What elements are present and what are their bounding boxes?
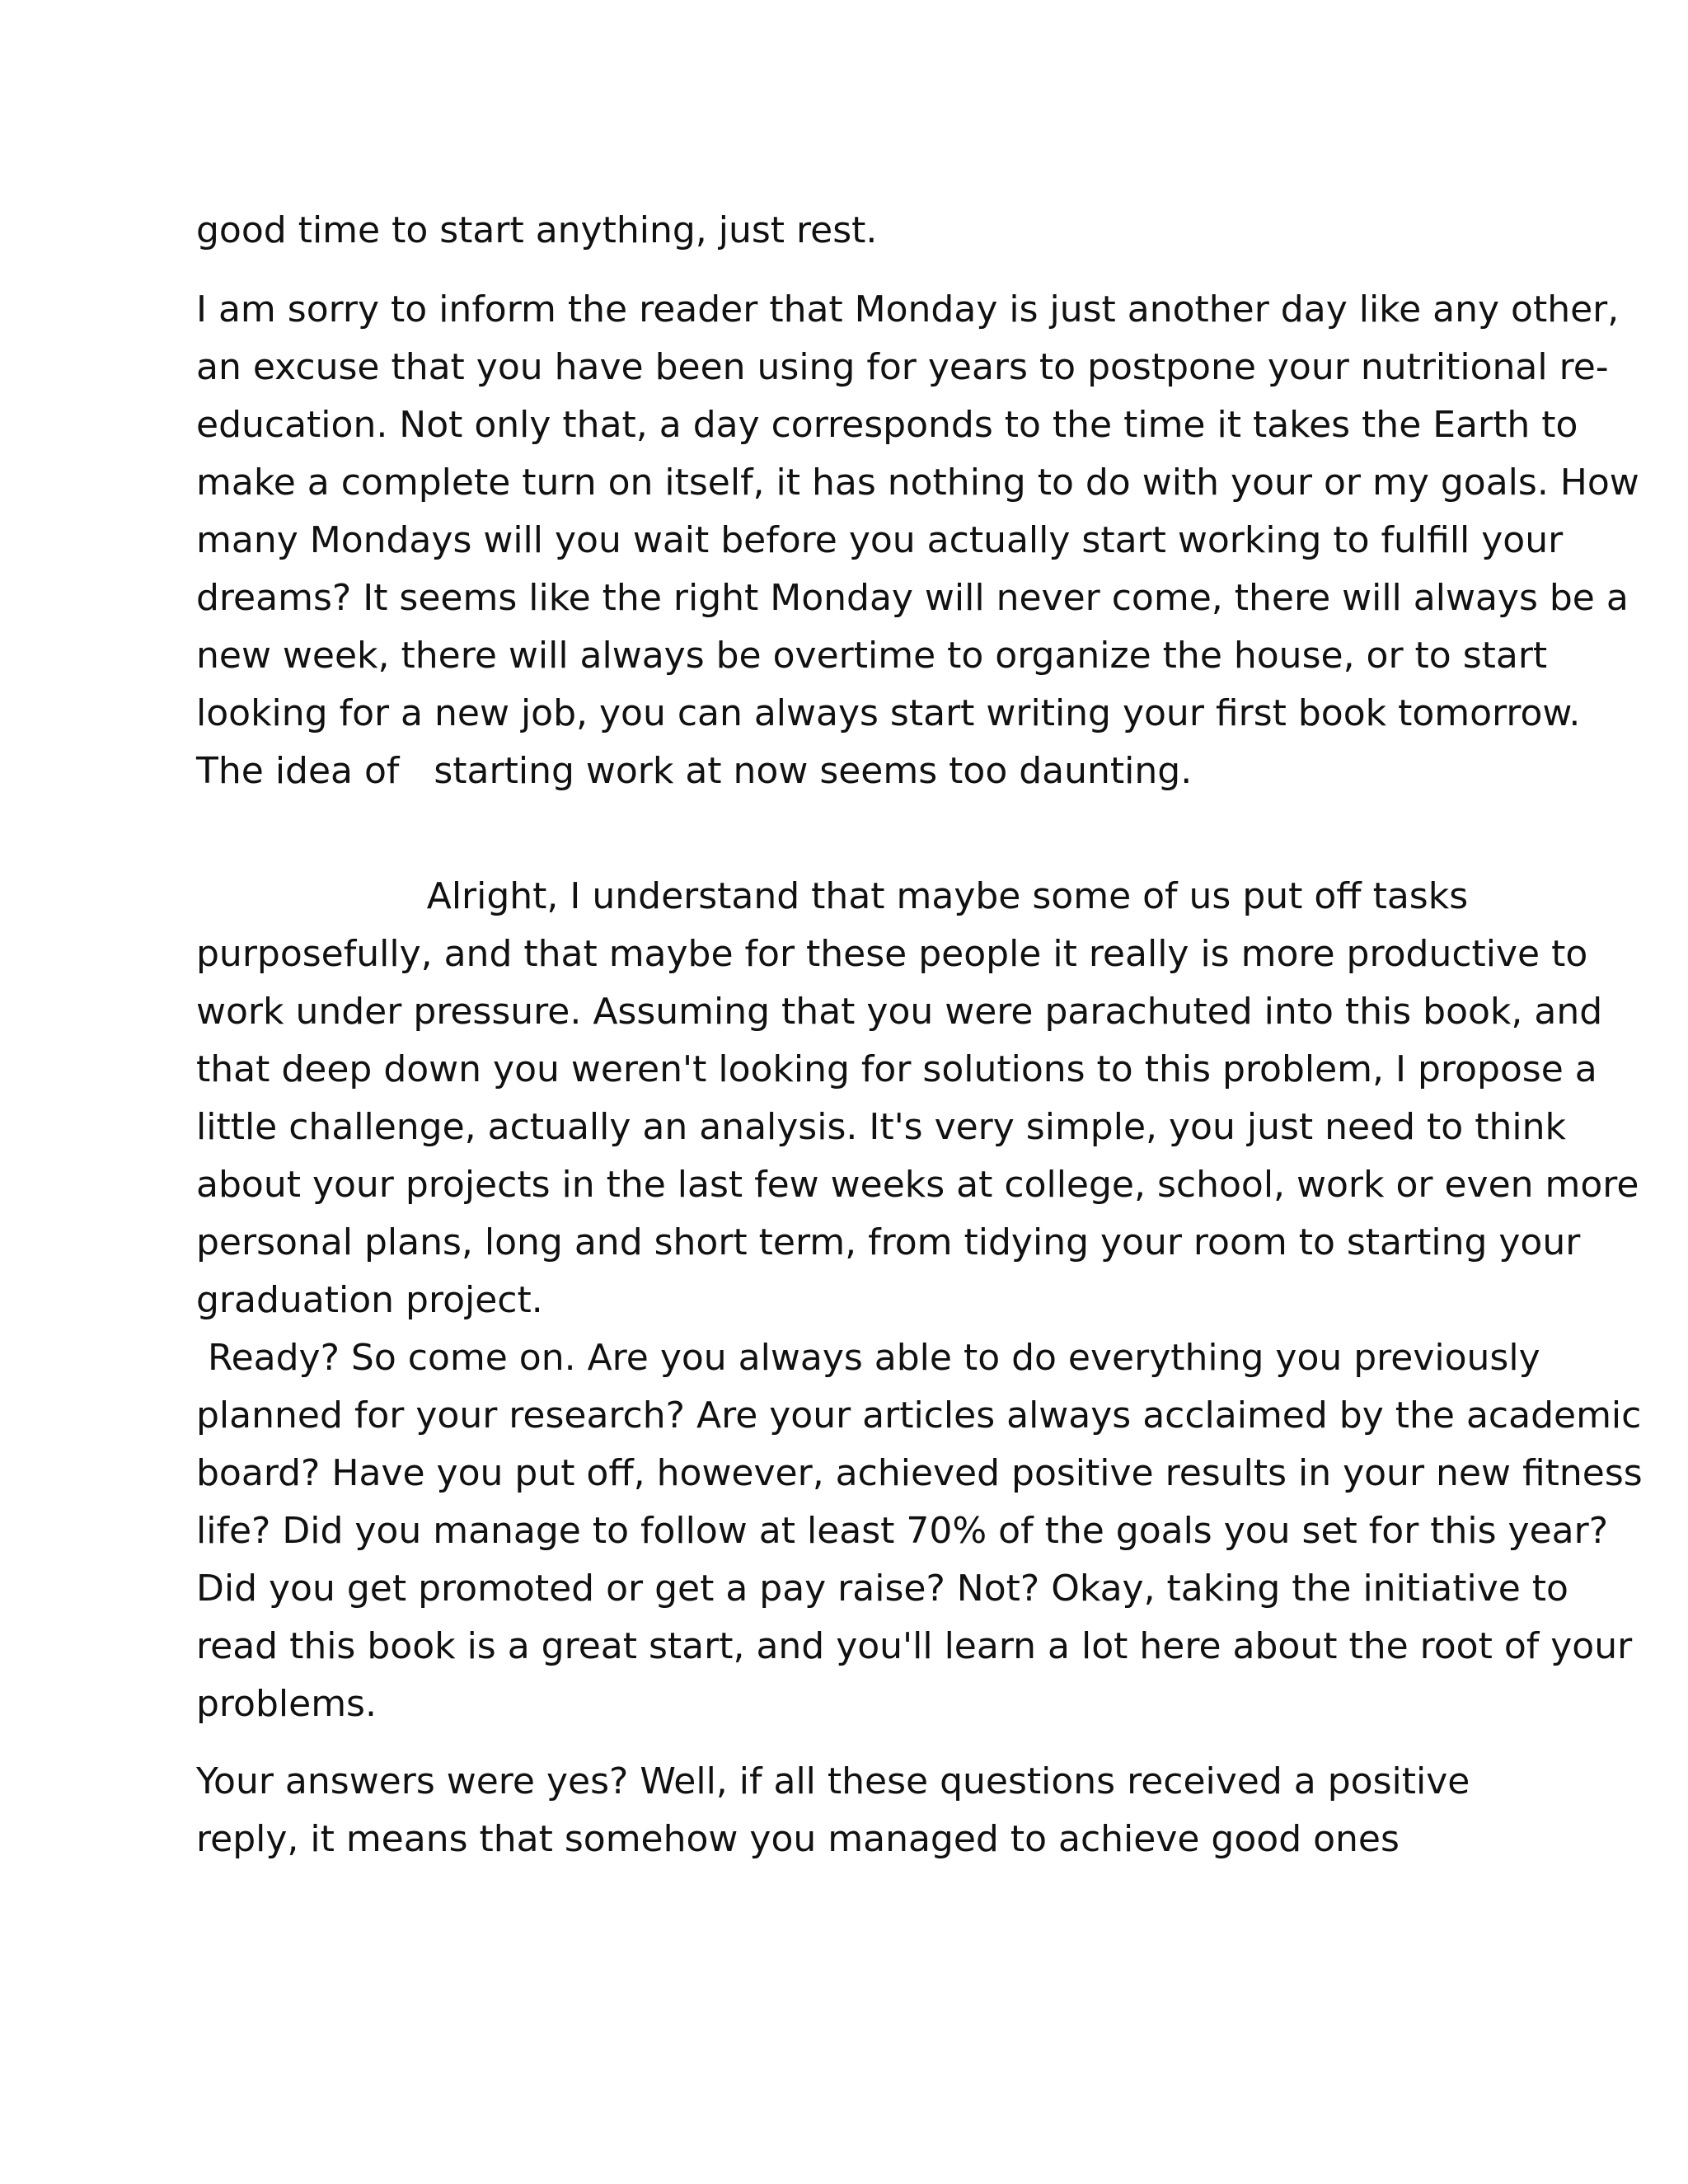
text-line: Ready? So come on. Are you always able to do everything you previously (196, 1337, 1540, 1379)
text-line: make a complete turn on itself, it has nothing to do with your or my goals. How (196, 462, 1639, 504)
text-line: I am sorry to inform the reader that Monday is just another day like any other, (196, 288, 1620, 330)
text-line: an excuse that you have been using for years to postpone your nutritional re- (196, 346, 1609, 388)
text-line: problems. (196, 1683, 377, 1725)
text-line: education. Not only that, a day corresponds to the time it takes the Earth to (196, 404, 1578, 446)
text-line: purposefully, and that maybe for these people it really is more productive to (196, 933, 1588, 975)
text-line: graduation project. (196, 1279, 543, 1321)
text-line: Alright, I understand that maybe some of us put off tasks (196, 875, 1469, 917)
text-line: looking for a new job, you can always start writing your first book tomorrow. (196, 692, 1581, 734)
text-line: good time to start anything, just rest. (196, 209, 878, 251)
text-line: new week, there will always be overtime to organize the house, or to start (196, 635, 1548, 677)
text-line: many Mondays will you wait before you actually start working to fulfill your (196, 519, 1564, 561)
text-line: The idea of starting work at now seems too daunting. (196, 750, 1193, 792)
text-line: Your answers were yes? Well, if all these questions received a positive (196, 1760, 1470, 1802)
text-line: read this book is a great start, and you'll learn a lot here about the root of your (196, 1625, 1633, 1667)
text-line: Did you get promoted or get a pay raise? Not? Okay, taking the initiative to (196, 1568, 1568, 1610)
text-line: board? Have you put off, however, achieved positive results in your new fitness (196, 1452, 1643, 1494)
text-line: little challenge, actually an analysis. It's very simple, you just need to think (196, 1106, 1566, 1148)
text-line: planned for your research? Are your articles always acclaimed by the academic (196, 1394, 1642, 1436)
text-line: about your projects in the last few weeks at college, school, work or even more (196, 1164, 1639, 1206)
text-line: reply, it means that somehow you managed to achieve good ones (196, 1818, 1400, 1860)
text-line: personal plans, long and short term, from tidying your room to starting your (196, 1221, 1581, 1263)
text-line: life? Did you manage to follow at least 70% of the goals you set for this year? (196, 1510, 1609, 1552)
text-line: work under pressure. Assuming that you were parachuted into this book, and (196, 991, 1603, 1033)
text-line: that deep down you weren't looking for solutions to this problem, I propose a (196, 1048, 1597, 1090)
text-line: dreams? It seems like the right Monday will never come, there will always be a (196, 577, 1629, 619)
